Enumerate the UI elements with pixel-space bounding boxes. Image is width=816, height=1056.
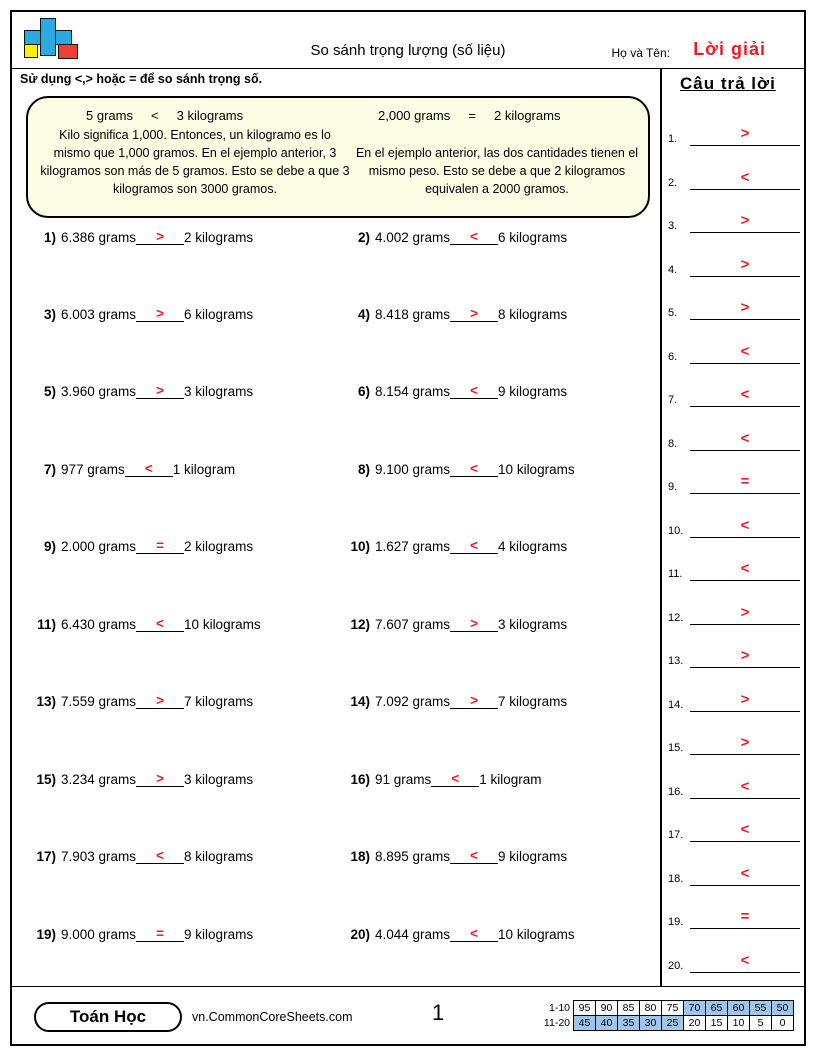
comparison-answer-blank[interactable]: > (136, 229, 184, 245)
scale-cell: 55 (750, 1001, 772, 1016)
problem-number: 20) (350, 927, 370, 942)
problem-number: 6) (357, 384, 370, 399)
answer-list-item (664, 452, 804, 494)
answer-index: 11. (668, 568, 683, 580)
answer-list-item (664, 235, 804, 277)
answer-line[interactable] (690, 145, 800, 146)
grading-scale-table (540, 1000, 795, 1031)
answer-line[interactable] (690, 972, 800, 973)
answer-list-item (664, 931, 804, 973)
comparison-answer-blank[interactable]: > (136, 771, 184, 787)
answer-line[interactable] (690, 189, 800, 190)
scale-cell: 20 (684, 1016, 706, 1031)
answer-value: < (740, 821, 750, 838)
answer-list-item (664, 583, 804, 625)
answer-value: > (740, 299, 750, 316)
answer-line[interactable] (690, 928, 800, 929)
answer-value: > (740, 690, 750, 708)
problem-left-value: 9.000 grams (61, 927, 137, 942)
answer-value: < (740, 168, 750, 186)
answer-line[interactable] (690, 363, 800, 364)
answer-line[interactable] (690, 406, 800, 407)
answer-value: = (740, 908, 750, 925)
answer-line[interactable] (690, 319, 800, 320)
problem-item (348, 539, 567, 555)
problem-number: 3) (43, 307, 56, 322)
answer-line[interactable] (690, 711, 800, 712)
scale-cell: 75 (662, 1001, 684, 1016)
answer-value: > (740, 212, 750, 229)
problem-left-value: 4.044 grams (375, 927, 451, 942)
scale-row-label: 1-10 (548, 1002, 570, 1014)
answer-index: 14. (668, 698, 684, 711)
problem-item (348, 849, 567, 865)
comparison-answer-blank[interactable]: > (450, 693, 498, 709)
problem-number: 4) (357, 307, 370, 322)
problem-item (34, 539, 253, 555)
answer-value: > (740, 603, 750, 621)
answer-list-item (664, 104, 804, 146)
comparison-answer-blank[interactable]: > (136, 693, 184, 709)
problem-left-value: 6.003 grams (61, 307, 137, 322)
scale-cell: 85 (618, 1001, 640, 1016)
answer-index: 6. (668, 350, 678, 363)
answer-line[interactable] (690, 580, 800, 581)
scale-cell: 80 (640, 1001, 662, 1016)
answer-line[interactable] (690, 667, 800, 668)
answer-line[interactable] (690, 841, 800, 842)
answer-value: < (740, 386, 750, 403)
comparison-answer-blank[interactable]: = (136, 926, 184, 942)
problem-left-value: 6.386 grams (61, 230, 137, 245)
instructions-text: Sử dụng <,> hoặc = để so sánh trọng số. (20, 72, 263, 86)
problem-right-value: 9 kilograms (184, 927, 254, 942)
problem-left-value: 8.418 grams (375, 307, 451, 322)
problem-number: 18) (350, 849, 370, 864)
example-equation-left: 5 grams < 3 kilograms (86, 108, 244, 123)
problem-number: 9) (43, 539, 56, 554)
answer-index: 10. (668, 524, 684, 537)
problem-left-value: 977 grams (61, 462, 125, 477)
problem-right-value: 4 kilograms (498, 539, 568, 554)
problem-number: 17) (36, 849, 56, 864)
problem-left-value: 91 grams (375, 772, 432, 787)
problem-number: 16) (350, 772, 370, 787)
answer-value: > (740, 255, 750, 273)
scale-cell: 25 (662, 1016, 684, 1031)
answer-index: 13. (668, 655, 684, 667)
scale-cell: 30 (640, 1016, 662, 1031)
comparison-answer-blank[interactable]: < (450, 383, 498, 399)
comparison-answer-blank[interactable]: > (450, 306, 498, 322)
problem-item (34, 849, 253, 865)
answer-index: 17. (668, 829, 684, 841)
comparison-answer-blank[interactable]: < (450, 229, 498, 245)
answer-list-item (664, 409, 804, 451)
page-header (12, 12, 804, 68)
example-equation-right: 2,000 grams = 2 kilograms (378, 108, 561, 123)
answer-value: < (740, 342, 750, 360)
answer-list-item (664, 148, 804, 190)
problem-item (348, 927, 575, 943)
comparison-answer-blank[interactable]: < (431, 771, 479, 787)
answer-index: 15. (668, 742, 684, 754)
scale-cell: 10 (728, 1016, 750, 1031)
problem-number: 2) (357, 230, 370, 245)
problem-right-value: 10 kilograms (184, 617, 261, 632)
answer-key-badge: Lời giải (693, 39, 766, 59)
problem-left-value: 7.559 grams (61, 694, 137, 709)
problem-number: 15) (36, 772, 56, 787)
scale-cell: 70 (684, 1001, 706, 1016)
problem-right-value: 8 kilograms (498, 307, 568, 322)
answer-value: = (740, 473, 750, 490)
scale-cell: 45 (574, 1016, 596, 1031)
answer-value: < (740, 516, 750, 534)
answer-index: 19. (668, 916, 684, 928)
answer-list-item (664, 322, 804, 364)
problem-right-value: 6 kilograms (498, 230, 568, 245)
scale-cell: 15 (706, 1016, 728, 1031)
problem-item (34, 772, 253, 788)
answer-line[interactable] (690, 624, 800, 625)
answer-value: > (740, 125, 750, 142)
example-box (26, 96, 650, 218)
problem-number: 5) (43, 384, 56, 399)
page-footer (12, 988, 804, 1046)
problem-number: 13) (36, 694, 56, 709)
answer-line[interactable] (690, 232, 800, 233)
problem-number: 11) (37, 617, 56, 632)
answer-line[interactable] (690, 754, 800, 755)
problem-left-value: 6.430 grams (61, 617, 137, 632)
brand-badge: Toán Học (34, 1002, 182, 1032)
answer-line[interactable] (690, 798, 800, 799)
problem-number: 8) (357, 462, 370, 477)
answer-value: > (740, 734, 750, 751)
comparison-answer-blank[interactable]: < (450, 538, 498, 554)
scale-cell: 0 (772, 1016, 794, 1031)
problem-item (34, 617, 261, 633)
scale-cell: 5 (750, 1016, 772, 1031)
problem-item (34, 462, 235, 478)
problem-item (34, 230, 253, 246)
problem-item (34, 307, 253, 323)
problem-right-value: 9 kilograms (498, 849, 568, 864)
problem-left-value: 8.895 grams (375, 849, 451, 864)
page-title: So sánh trọng lượng (số liệu) (310, 42, 506, 59)
comparison-answer-blank[interactable]: < (450, 926, 498, 942)
answer-value: < (740, 777, 750, 795)
example-explanation-right: En el ejemplo anterior, las dos cantidades tienen el mismo peso. Esto se debe a que 2 kilogramos equivalen a 2000 gramos. (355, 146, 639, 196)
answer-index: 9. (668, 481, 678, 493)
problem-right-value: 9 kilograms (498, 384, 568, 399)
answer-index: 18. (668, 872, 684, 885)
problem-number: 1) (43, 230, 56, 245)
problem-number: 7) (43, 462, 56, 477)
problem-item (348, 772, 542, 788)
answer-list-item (664, 887, 804, 929)
comparison-answer-blank[interactable]: < (136, 848, 184, 864)
problem-left-value: 3.234 grams (61, 772, 137, 787)
comparison-answer-blank[interactable]: > (450, 616, 498, 632)
answer-line[interactable] (690, 450, 800, 451)
problem-number: 14) (350, 694, 370, 709)
comparison-answer-blank[interactable]: > (136, 383, 184, 399)
problem-item (348, 230, 567, 246)
problem-item (348, 307, 567, 323)
answer-list-item (664, 800, 804, 842)
answer-value: < (740, 560, 750, 577)
answer-index: 2. (668, 176, 678, 189)
header-divider (12, 68, 804, 69)
problem-right-value: 3 kilograms (184, 772, 254, 787)
problem-item (34, 384, 253, 400)
scale-cell: 65 (706, 1001, 728, 1016)
scale-row (540, 1016, 794, 1031)
answer-index: 16. (668, 785, 684, 798)
answer-list-item (664, 757, 804, 799)
problem-item (348, 462, 575, 478)
worksheet-page (10, 10, 806, 1046)
scale-cell: 60 (728, 1001, 750, 1016)
answer-index: 8. (668, 437, 678, 450)
problem-item (348, 384, 567, 400)
comparison-answer-blank[interactable]: < (450, 461, 498, 477)
answer-line[interactable] (690, 276, 800, 277)
answer-value: < (740, 429, 750, 447)
problem-right-value: 10 kilograms (498, 927, 575, 942)
problem-number: 10) (350, 539, 370, 554)
problem-number: 19) (36, 927, 56, 942)
answer-value: < (740, 951, 750, 969)
scale-cell: 50 (772, 1001, 794, 1016)
problem-item (34, 694, 253, 710)
answer-list-item (664, 278, 804, 320)
problem-right-value: 10 kilograms (498, 462, 575, 477)
answer-index: 3. (668, 220, 678, 232)
problem-right-value: 3 kilograms (184, 384, 254, 399)
problem-right-value: 1 kilogram (479, 772, 542, 787)
example-explanation-left: Kilo significa 1,000. Entonces, un kilogramo es lo mismo que 1,000 gramos. En el ejemplo anterior, 3 kilogramos son más de 5 gramos. Esto se debe a que 3 kilogramos son 3000 gramos. (40, 128, 350, 196)
scale-row-label: 11-20 (543, 1017, 570, 1029)
answer-value: > (740, 647, 750, 664)
problem-right-value: 8 kilograms (184, 849, 254, 864)
answer-list-item (664, 626, 804, 668)
scale-cell: 90 (596, 1001, 618, 1016)
answer-list-item (664, 844, 804, 886)
answer-index: 12. (668, 611, 684, 624)
answer-list-item (664, 713, 804, 755)
comparison-answer-blank[interactable]: < (450, 848, 498, 864)
answer-index: 4. (668, 263, 678, 276)
problem-number: 12) (350, 617, 370, 632)
problem-left-value: 7.903 grams (61, 849, 137, 864)
answer-list-item (664, 365, 804, 407)
answer-index: 20. (668, 959, 684, 972)
scale-cell: 95 (574, 1001, 596, 1016)
footer-divider (12, 986, 804, 987)
problem-left-value: 7.607 grams (375, 617, 451, 632)
answer-column-title: Câu trả lời (680, 74, 776, 93)
problem-right-value: 2 kilograms (184, 539, 254, 554)
problem-item (34, 927, 253, 943)
scale-cell: 35 (618, 1016, 640, 1031)
problem-item (348, 694, 567, 710)
problem-right-value: 6 kilograms (184, 307, 254, 322)
problem-left-value: 3.960 grams (61, 384, 137, 399)
problem-left-value: 9.100 grams (375, 462, 451, 477)
problem-right-value: 7 kilograms (498, 694, 568, 709)
answer-index: 7. (668, 394, 678, 406)
problem-left-value: 4.002 grams (375, 230, 451, 245)
scale-row (540, 1001, 794, 1016)
website-url: vn.CommonCoreSheets.com (192, 1010, 353, 1024)
answer-list-item (664, 191, 804, 233)
problem-right-value: 2 kilograms (184, 230, 254, 245)
comparison-answer-blank[interactable]: < (136, 616, 184, 632)
problem-right-value: 1 kilogram (172, 462, 236, 477)
problem-item (348, 617, 567, 633)
scale-cell: 40 (596, 1016, 618, 1031)
answer-value: < (740, 864, 750, 882)
comparison-answer-blank[interactable]: < (125, 461, 173, 477)
problem-right-value: 3 kilograms (498, 617, 568, 632)
answer-line[interactable] (690, 885, 800, 886)
problem-right-value: 7 kilograms (184, 694, 254, 709)
problem-left-value: 8.154 grams (375, 384, 451, 399)
name-label: Họ và Tên: (611, 46, 670, 60)
problem-left-value: 2.000 grams (61, 539, 137, 554)
page-number: 1 (432, 1000, 445, 1025)
answer-column-divider (660, 68, 662, 986)
problem-left-value: 7.092 grams (375, 694, 451, 709)
answer-list-item (664, 670, 804, 712)
answer-list-item (664, 539, 804, 581)
answer-index: 5. (668, 307, 678, 319)
problem-list (12, 226, 660, 986)
answer-line[interactable] (690, 537, 800, 538)
comparison-answer-blank[interactable]: = (136, 538, 184, 554)
problem-left-value: 1.627 grams (375, 539, 451, 554)
comparison-answer-blank[interactable]: > (136, 306, 184, 322)
answer-list-item (664, 496, 804, 538)
answer-index: 1. (668, 133, 678, 145)
answer-line[interactable] (690, 493, 800, 494)
